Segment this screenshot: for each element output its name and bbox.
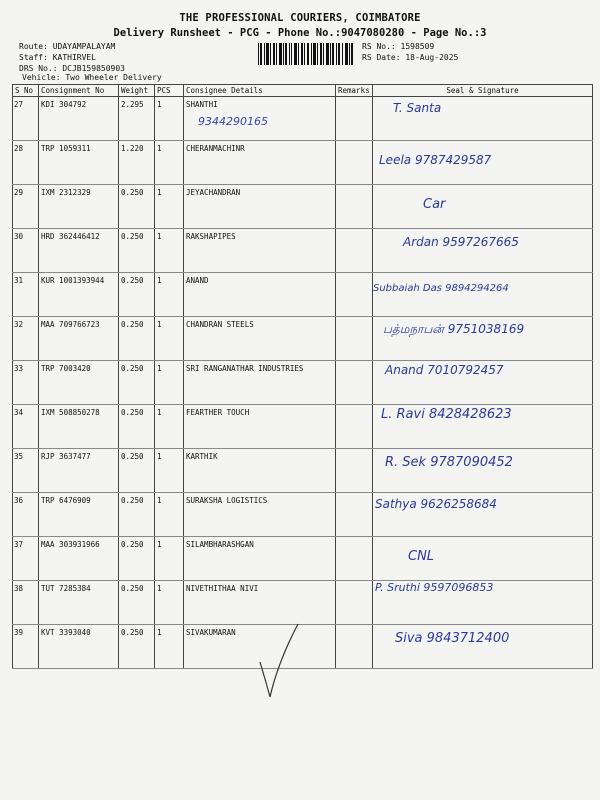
row-sno (13, 537, 39, 581)
row-signature (373, 361, 593, 405)
row-consignee-text: ANAND (186, 276, 209, 285)
row-remarks (336, 141, 373, 185)
row-weight-text: 0.250 (121, 628, 144, 637)
row-sno-text: 37 (14, 540, 24, 549)
row-sno (13, 493, 39, 537)
runsheet-table (12, 84, 593, 669)
row-weight (119, 97, 155, 141)
row-weight-text: 2.295 (121, 100, 144, 109)
row-weight-text: 0.250 (121, 276, 144, 285)
row-weight (119, 229, 155, 273)
row-remarks (336, 361, 373, 405)
row-signature (373, 405, 593, 449)
row-weight (119, 537, 155, 581)
staff-label: Staff: KATHIRVEL (19, 53, 97, 62)
table-row (13, 449, 593, 493)
row-signature (373, 141, 593, 185)
row-weight-text: 0.250 (121, 452, 144, 461)
row-signature (373, 317, 593, 361)
row-remarks (336, 405, 373, 449)
row-sno-text: 30 (14, 232, 24, 241)
row-consignee (184, 493, 336, 537)
handwritten-signature: T. Santa (393, 101, 442, 115)
handwritten-signature: Sathya 9626258684 (375, 497, 497, 511)
row-weight (119, 273, 155, 317)
meta-right (362, 41, 458, 63)
row-consignment-text: KUR 1001393944 (41, 276, 105, 285)
row-weight-text: 0.250 (121, 232, 144, 241)
handwritten-signature: CNL (408, 549, 435, 564)
handwritten-signature: P. Sruthi 9597096853 (375, 581, 494, 594)
row-consignment (39, 185, 119, 229)
row-consignment-text: HRD 362446412 (41, 232, 100, 241)
row-weight (119, 185, 155, 229)
row-sno (13, 581, 39, 625)
row-consignee (184, 141, 336, 185)
handwritten-signature: R. Sek 9787090452 (385, 455, 513, 470)
row-consignment-text: MAA 303931966 (41, 540, 100, 549)
row-remarks (336, 493, 373, 537)
row-pcs (155, 493, 184, 537)
row-pcs (155, 141, 184, 185)
row-pcs (155, 273, 184, 317)
row-sno (13, 449, 39, 493)
row-weight (119, 361, 155, 405)
row-weight-text: 0.250 (121, 584, 144, 593)
row-pcs (155, 625, 184, 669)
table-row (13, 405, 593, 449)
row-weight-text: 0.250 (121, 408, 144, 417)
row-weight (119, 317, 155, 361)
row-consignee (184, 361, 336, 405)
row-remarks (336, 537, 373, 581)
table-row (13, 317, 593, 361)
row-sno (13, 97, 39, 141)
table-row (13, 141, 593, 185)
row-sno (13, 361, 39, 405)
row-sno (13, 625, 39, 669)
row-consignee-text: CHANDRAN STEELS (186, 320, 254, 329)
col-sno: S No (13, 85, 39, 97)
handwritten-signature: Leela 9787429587 (379, 153, 492, 167)
row-consignee (184, 581, 336, 625)
row-pcs-text: 1 (157, 320, 162, 329)
row-consignment (39, 141, 119, 185)
table-row (13, 493, 593, 537)
handwritten-signature: Ardan 9597267665 (403, 235, 519, 249)
row-consignment-text: IXM 2312329 (41, 188, 91, 197)
vehicle-label: Vehicle: Two Wheeler Delivery (22, 73, 162, 82)
row-consignment-text: TRP 1059311 (41, 144, 91, 153)
handwritten-signature: Siva 9843712400 (395, 631, 510, 646)
row-sno-text: 34 (14, 408, 24, 417)
row-consignment-text: TRP 6476909 (41, 496, 91, 505)
row-consignee-text: SHANTHI (186, 100, 218, 109)
row-sno-text: 38 (14, 584, 24, 593)
row-consignee-text: KARTHIK (186, 452, 218, 461)
table-header-row (13, 85, 593, 97)
table-row (13, 273, 593, 317)
row-consignment-text: TRP 7003420 (41, 364, 91, 373)
route-label: Route: UDAYAMPALAYAM (19, 42, 116, 51)
row-consignee-text: SIVAKUMARAN (186, 628, 236, 637)
row-pcs-text: 1 (157, 188, 162, 197)
row-signature (373, 97, 593, 141)
row-sno-text: 39 (14, 628, 24, 637)
row-pcs (155, 185, 184, 229)
row-weight (119, 141, 155, 185)
handwritten-signature: L. Ravi 8428428623 (381, 407, 512, 422)
row-consignee-text: NIVETHITHAA NIVI (186, 584, 259, 593)
row-signature (373, 449, 593, 493)
row-signature (373, 493, 593, 537)
row-consignment (39, 229, 119, 273)
row-weight-text: 0.250 (121, 364, 144, 373)
row-remarks (336, 449, 373, 493)
row-signature (373, 185, 593, 229)
row-consignee (184, 449, 336, 493)
row-remarks (336, 581, 373, 625)
row-pcs-text: 1 (157, 364, 162, 373)
table-row (13, 537, 593, 581)
row-consignee (184, 537, 336, 581)
row-pcs-text: 1 (157, 232, 162, 241)
row-sno (13, 141, 39, 185)
row-pcs-text: 1 (157, 452, 162, 461)
row-remarks (336, 317, 373, 361)
row-consignment-text: IXM 508850278 (41, 408, 100, 417)
row-weight-text: 0.250 (121, 188, 144, 197)
row-weight-text: 0.250 (121, 540, 144, 549)
row-sno-text: 29 (14, 188, 24, 197)
row-consignment-text: RJP 3637477 (41, 452, 91, 461)
row-pcs (155, 537, 184, 581)
drs-label: DRS No.: DCJB159850903 (19, 64, 125, 73)
row-consignment (39, 537, 119, 581)
row-weight (119, 449, 155, 493)
row-signature (373, 581, 593, 625)
row-consignment (39, 493, 119, 537)
col-consignment: Consignment No (39, 85, 119, 97)
col-weight: Weight (119, 85, 155, 97)
row-consignee-text: SILAMBHARASHGAN (186, 540, 254, 549)
row-consignee (184, 97, 336, 141)
row-consignment (39, 625, 119, 669)
row-weight (119, 493, 155, 537)
table-row (13, 185, 593, 229)
row-consignee-text: SRI RANGANATHAR INDUSTRIES (186, 364, 304, 373)
row-signature (373, 273, 593, 317)
row-consignee (184, 317, 336, 361)
row-consignee-text: FEARTHER TOUCH (186, 408, 250, 417)
row-consignment (39, 317, 119, 361)
row-remarks (336, 229, 373, 273)
row-pcs (155, 361, 184, 405)
row-consignment-text: KDI 304792 (41, 100, 87, 109)
row-sno (13, 317, 39, 361)
meta-left (19, 41, 125, 74)
row-sno-text: 31 (14, 276, 24, 285)
col-consignee: Consignee Details (184, 85, 336, 97)
row-consignment-text: TUT 7285384 (41, 584, 91, 593)
row-remarks (336, 625, 373, 669)
table-row (13, 229, 593, 273)
row-consignment (39, 273, 119, 317)
company-title: THE PROFESSIONAL COURIERS, COIMBATORE (179, 12, 421, 24)
row-sno-text: 32 (14, 320, 24, 329)
runsheet-subtitle: Delivery Runsheet - PCG - Phone No.:9047080280 - Page No.:3 (113, 27, 487, 39)
row-consignment-text: MAA 709766723 (41, 320, 100, 329)
handwritten-phone: 9344290165 (198, 115, 268, 128)
row-consignment (39, 405, 119, 449)
row-consignee-text: RAKSHAPIPES (186, 232, 236, 241)
row-pcs (155, 405, 184, 449)
row-remarks (336, 97, 373, 141)
row-sno-text: 35 (14, 452, 24, 461)
row-pcs (155, 229, 184, 273)
row-remarks (336, 273, 373, 317)
handwritten-signature: Subbaiah Das 9894294264 (373, 283, 509, 294)
row-sno (13, 185, 39, 229)
row-sno-text: 36 (14, 496, 24, 505)
row-weight-text: 0.250 (121, 496, 144, 505)
row-weight-text: 0.250 (121, 320, 144, 329)
row-pcs-text: 1 (157, 144, 162, 153)
handwritten-signature: பத்மநாபன் 9751038169 (383, 322, 525, 336)
rs-number: RS No.: 1598509 (362, 42, 435, 51)
table-row (13, 97, 593, 141)
table-row (13, 581, 593, 625)
row-consignee-text: CHERANMACHINR (186, 144, 245, 153)
row-consignee (184, 273, 336, 317)
row-pcs-text: 1 (157, 584, 162, 593)
row-sno-text: 28 (14, 144, 24, 153)
row-pcs-text: 1 (157, 408, 162, 417)
row-pcs (155, 97, 184, 141)
rs-date: RS Date: 18-Aug-2025 (362, 53, 459, 62)
row-consignment (39, 449, 119, 493)
row-signature (373, 537, 593, 581)
row-pcs (155, 317, 184, 361)
row-consignment (39, 361, 119, 405)
row-sno-text: 33 (14, 364, 24, 373)
row-consignee (184, 229, 336, 273)
row-weight-text: 1.220 (121, 144, 144, 153)
col-remarks: Remarks (336, 85, 373, 97)
barcode (258, 43, 354, 65)
row-consignment (39, 581, 119, 625)
handwritten-signature: Anand 7010792457 (385, 363, 504, 377)
handwritten-signature: Car (423, 197, 446, 212)
row-weight (119, 625, 155, 669)
tick-mark (258, 622, 308, 702)
row-sno (13, 405, 39, 449)
row-pcs (155, 449, 184, 493)
row-signature (373, 625, 593, 669)
row-pcs-text: 1 (157, 496, 162, 505)
row-consignment (39, 97, 119, 141)
row-weight (119, 581, 155, 625)
row-weight (119, 405, 155, 449)
table-row (13, 361, 593, 405)
row-signature (373, 229, 593, 273)
row-consignee-text: JEYACHANDRAN (186, 188, 241, 197)
row-sno-text: 27 (14, 100, 24, 109)
row-pcs-text: 1 (157, 100, 162, 109)
row-consignee (184, 405, 336, 449)
row-consignee (184, 185, 336, 229)
row-pcs-text: 1 (157, 540, 162, 549)
row-consignee-text: SURAKSHA LOGISTICS (186, 496, 268, 505)
row-consignment-text: KVT 3393040 (41, 628, 91, 637)
row-remarks (336, 185, 373, 229)
col-pcs: PCS (155, 85, 184, 97)
row-pcs-text: 1 (157, 628, 162, 637)
row-sno (13, 229, 39, 273)
row-pcs (155, 581, 184, 625)
row-pcs-text: 1 (157, 276, 162, 285)
col-signature: Seal & Signature (373, 85, 593, 97)
row-sno (13, 273, 39, 317)
